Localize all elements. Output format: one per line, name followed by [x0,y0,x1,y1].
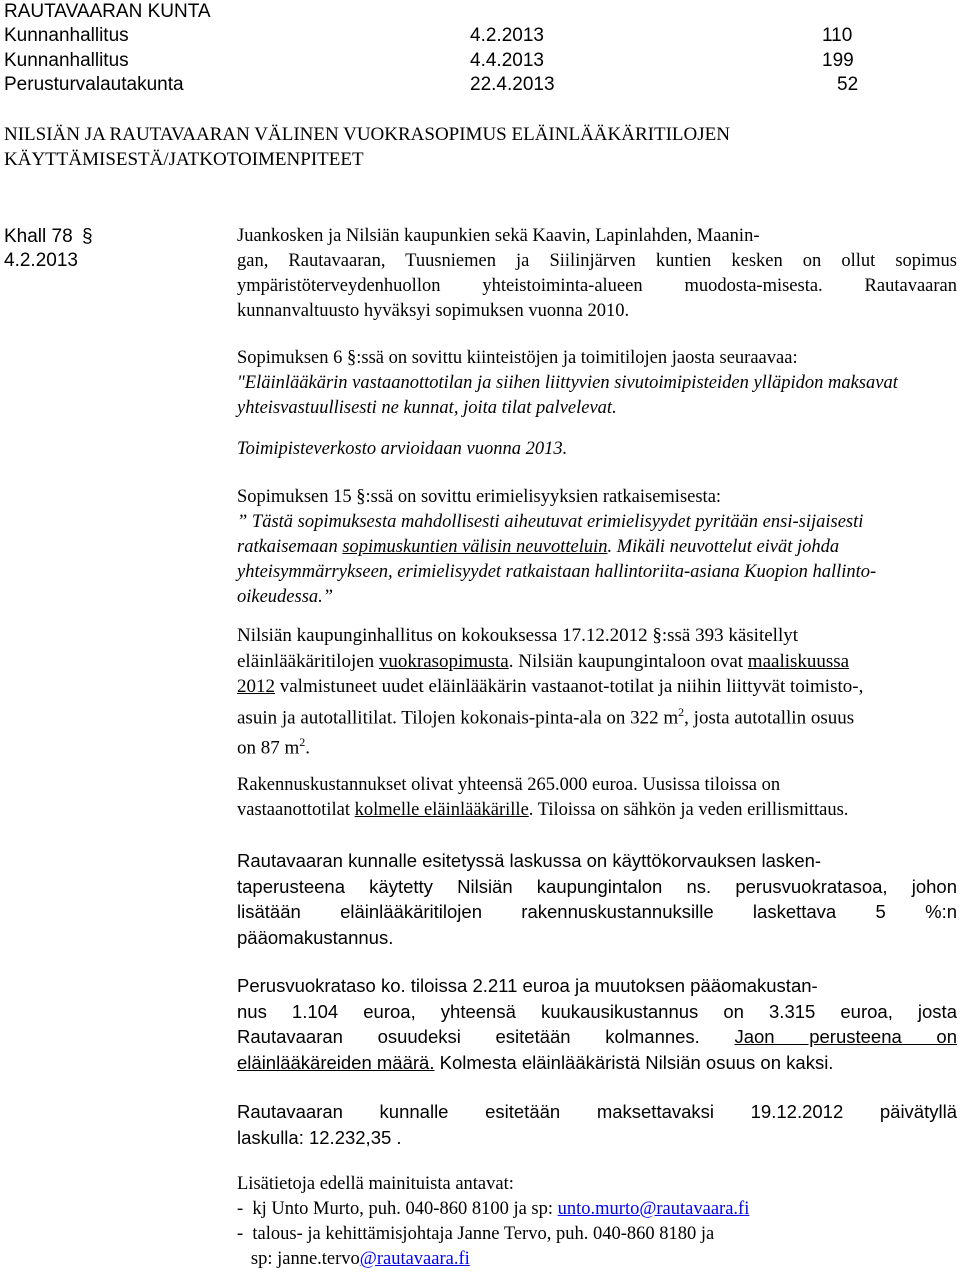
text-line: pääomakustannus. [237,926,394,948]
text-fragment: sp: janne.tervo [237,1249,360,1269]
text-fragment: . Mikäli neuvottelut eivät johda [607,537,840,557]
paragraph-invoice-basis [237,848,957,950]
quote-line: "Eläinlääkärin vastaanottotilan ja siihen liittyvien sivutoimipisteiden ylläpidon maksavat [237,373,898,393]
text-line: ympäristöterveydenhuollon yhteistoiminta-alueen muodosta-misesta. Rautavaaran [237,276,957,296]
underlined-text: kolmelle eläinlääkärille [354,800,529,820]
text-fragment: valmistuneet uudet eläinlääkärin vastaanot-totilat ja niihin liittyvät toimisto-, [275,676,864,697]
quote-line: Toimipisteverkosto arvioidaan vuonna 2013. [237,439,568,459]
text-fragment: asuin ja autotallitilat. Tilojen kokonais-pinta-ala on 322 m [237,706,679,728]
superscript: 2 [299,735,306,750]
text-fragment: - kj Unto Murto, puh. 040-860 8100 ja sp: [237,1199,558,1219]
side-reference [4,225,93,249]
text-line: kunnanvaltuusto hyväksyi sopimuksen vuonna 2010. [237,301,630,321]
underlined-text: maaliskuussa [747,650,850,672]
text-line [237,798,957,823]
text-fragment: Nilsiän kaupunginhallitus on kokouksessa 17.12.2012 [237,625,648,646]
header-date-2: 4.4.2013 [470,50,544,71]
underlined-text: sopimuskuntien välisin neuvotteluin [342,537,608,557]
underlined-text: Jaon perusteena on [734,1026,957,1047]
section-sign: § [356,487,366,507]
paragraph-section-15 [237,485,957,610]
text-line [237,485,957,510]
text-line: laskulla: 12.232,35 . [237,1126,402,1148]
text-fragment: Kolmesta eläinlääkäristä Nilsiän osuus on kaksi. [434,1051,834,1073]
contact-line [237,1247,957,1272]
header-body-2: Kunnanhallitus [4,50,129,71]
side-date: 4.2.2013 [4,250,78,271]
text-line [237,346,957,371]
header-date-3: 22.4.2013 [470,74,555,95]
paragraph-rent-level [237,973,957,1075]
text-line [237,730,957,761]
text-fragment: , josta autotallin osuus [684,706,855,728]
text-line [237,1024,957,1050]
header-num-3: 52 [837,74,859,95]
municipality-name: RAUTAVAARAN KUNTA [4,1,211,22]
text-line: nus 1.104 euroa, yhteensä kuukausikustannus on 3.315 euroa, josta [237,1000,957,1022]
text-line: Juankosken ja Nilsiän kaupunkien sekä Kaavin, Lapinlahden, Maanin- [237,226,760,246]
paragraph-contacts [237,1172,957,1272]
email-link[interactable]: unto.murto@rautavaara.fi [557,1199,750,1219]
text-fragment: Rautavaaran osuudeksi esitetään kolmannes. [237,1026,735,1047]
header-num-2: 199 [822,50,854,71]
text-fragment: eläinlääkäritilojen [237,650,379,672]
contact-line: - talous- ja kehittämisjohtaja Janne Tervo, puh. 040-860 8180 ja [237,1224,715,1244]
text-line: Rautavaaran kunnalle esitetään maksettavaksi 19.12.2012 päivätyllä [237,1101,957,1122]
text-line: Lisätietoja edellä mainituista antavat: [237,1174,514,1194]
text-fragment: vastaanottotilat [237,800,355,820]
paragraph-section-6 [237,346,957,462]
text-fragment: :ssä on sovittu kiinteistöjen ja toimitilojen jaosta seuraavaa: [356,348,798,368]
text-line: Rautavaaran kunnalle esitetyssä laskussa on käyttökorvauksen lasken- [237,850,822,871]
paragraph-intro [237,224,957,324]
section-sign: § [652,625,662,646]
text-line [237,1050,957,1076]
text-line: gan, Rautavaaran, Tuusniemen ja Siilinjärven kuntien kesken on ollut sopimus [237,251,957,271]
doc-title-line-1: NILSIÄN JA RAUTAVAARAN VÄLINEN VUOKRASOPIMUS ELÄINLÄÄKÄRITILOJEN [4,124,730,145]
quote-line: oikeudessa.” [237,587,334,607]
header-body-1: Kunnanhallitus [4,25,129,46]
superscript: 2 [678,704,685,719]
header-date-1: 4.2.2013 [470,25,544,46]
text-fragment: ratkaisemaan [237,537,343,557]
quote-line: ” Tästä sopimuksesta mahdollisesti aiheutuvat erimielisyydet pyritään ensi-sijaisesti [237,512,864,532]
underlined-text: vuokrasopimusta [378,650,509,672]
text-fragment: Sopimuksen 15 [237,487,352,507]
paragraph-costs [237,773,957,823]
text-fragment: on 87 m [237,737,300,759]
email-link[interactable]: @rautavaara.fi [359,1249,470,1269]
quote-line: yhteisvastuullisesti ne kunnat, joita tilat palvelevat. [237,398,617,418]
text-line: lisätään eläinlääkäritilojen rakennuskustannuksille laskettava 5 %:n [237,901,957,922]
text-fragment: Sopimuksen 6 [237,348,343,368]
text-fragment: . Tiloissa on sähkön ja veden erillismittaus. [528,800,849,820]
underlined-text: eläinlääkäreiden määrä. [237,1051,435,1073]
text-line: taperusteena käytetty Nilsiän kaupungintalon ns. perusvuokratasoa, johon [237,875,957,897]
quote-line: yhteisymmärrykseen, erimielisyydet ratkaistaan hallintoriita-asiana Kuopion hallinto- [237,562,877,582]
header-body-3: Perusturvalautakunta [4,74,184,95]
quote-line [237,535,957,560]
text-fragment: . [305,737,311,759]
header-num-1: 110 [822,25,853,46]
underlined-text: 2012 [237,676,275,697]
text-line [237,623,957,649]
paragraph-payment [237,1099,957,1150]
section-sign: § [81,226,93,247]
section-sign: § [346,348,357,368]
text-line [237,700,957,731]
text-fragment: :ssä 393 käsitellyt [661,625,798,646]
text-line: Perusvuokrataso ko. tiloissa 2.211 euroa ja muutoksen pääomakustan- [237,975,818,996]
side-ref-label: Khall 78 [4,226,73,247]
doc-title-line-2: KÄYTTÄMISESTÄ/JATKOTOIMENPITEET [4,149,364,170]
text-line [237,674,957,700]
text-fragment: :ssä on sovittu erimielisyyksien ratkaisemisesta: [365,487,722,507]
text-fragment: . Nilsiän kaupungintaloon ovat [508,650,748,672]
text-line [237,649,957,675]
paragraph-nilsia-decision [237,623,957,761]
contact-line [237,1197,957,1222]
text-line: Rakennuskustannukset olivat yhteensä 265.000 euroa. Uusissa tiloissa on [237,775,781,795]
